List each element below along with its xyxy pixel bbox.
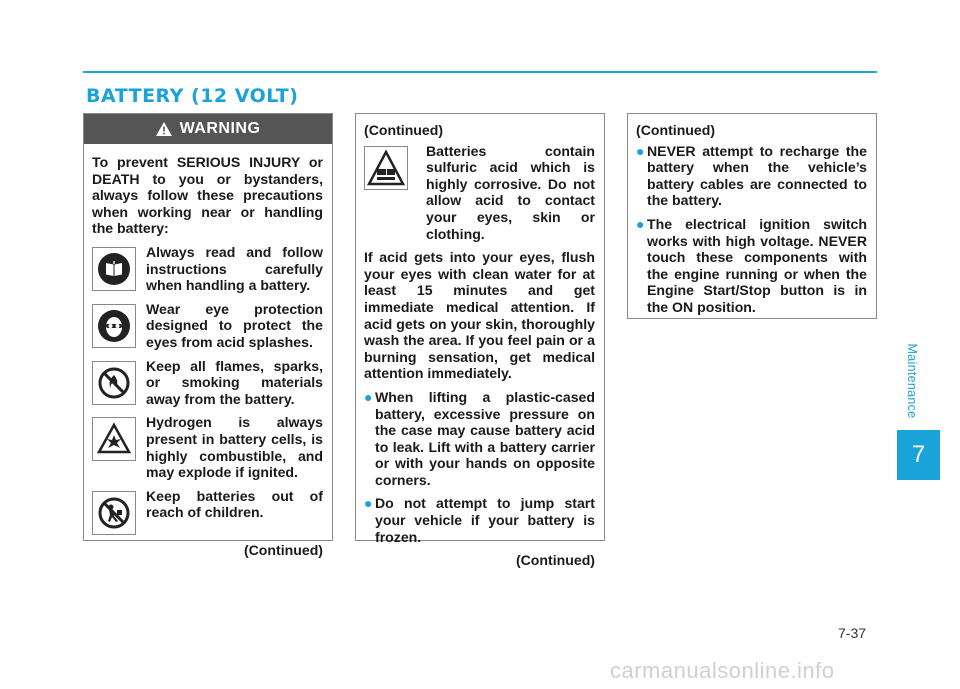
list-item: [92, 301, 323, 351]
continued-panel-3: [627, 113, 877, 319]
warning-panel: [83, 113, 333, 558]
list-item: ● The electrical ignition switch works with high voltage. NEVER touch these components with the engine running or when the Engine Start/Stop button is in the ON position.: [636, 215, 867, 315]
list-item: [364, 143, 595, 243]
warning-triangle-icon: [156, 122, 172, 136]
precaution-text: Wear eye protection designed to protect the eyes from acid splashes.: [146, 300, 323, 350]
keep-children-away-icon: [92, 491, 136, 535]
list-item: [92, 358, 323, 408]
bullet-list: [636, 143, 867, 316]
list-item: [92, 414, 323, 480]
list-item: ● NEVER attempt to recharge the battery when the vehicle’s battery cables are connected to the battery.: [636, 142, 867, 209]
chapter-tab[interactable]: 7: [897, 430, 940, 480]
precaution-text: Always read and follow instructions carefully when handling a battery.: [146, 243, 323, 294]
precaution-text: Hydrogen is always present in battery cells, is highly combustible, and may explode if ignited.: [146, 414, 323, 481]
precaution-text: Keep all flames, sparks, or smoking materials away from the battery.: [146, 357, 323, 407]
acid-first-aid-paragraph: If acid gets into your eyes, flush your eyes with clean water for at least 15 minutes and get immediate medical attention. If acid gets on your skin, thoroughly wash the area. If you feel pain or a burning sensation, get medical attention immediately.: [364, 249, 595, 382]
page-number: 7-37: [838, 625, 867, 641]
continued-label: (Continued): [364, 122, 444, 138]
continued-label: (Continued): [636, 122, 716, 138]
eye-protection-icon: [92, 304, 136, 348]
bullet-icon: ●: [636, 215, 645, 232]
precaution-text: Keep batteries out of reach of children.: [146, 487, 323, 521]
chapter-side-label: Maintenance: [905, 343, 919, 419]
no-flame-icon: [92, 361, 136, 405]
warning-header: [84, 114, 332, 144]
section-title: BATTERY (12 VOLT): [86, 85, 299, 107]
continued-label: (Continued): [243, 541, 323, 558]
continued-label: (Continued): [515, 552, 595, 569]
list-item: [92, 244, 323, 294]
watermark: carmanualsonline.info: [610, 658, 835, 683]
bullet-icon: ●: [364, 495, 373, 512]
list-item: ● Do not attempt to jump start your vehicle if your battery is frozen.: [364, 495, 595, 545]
manual-book-icon: [92, 247, 136, 291]
list-item: [92, 488, 323, 535]
warning-header-label: WARNING: [179, 120, 261, 137]
bullet-list: [364, 389, 595, 545]
acid-warning-icon: [364, 146, 408, 190]
bullet-icon: ●: [636, 142, 645, 159]
warning-intro: To prevent SERIOUS INJURY or DEATH to you or bystanders, always follow these precautions when working near or handling the battery:: [92, 154, 323, 237]
continued-panel-2: [355, 113, 605, 569]
bullet-icon: ●: [364, 388, 373, 405]
explosion-warning-icon: [92, 417, 136, 461]
acid-warning-text: Batteries contain sulfuric acid which is highly corrosive. Do not allow acid to contact your eyes, skin or clothing.: [426, 142, 595, 242]
top-rule: [83, 71, 877, 73]
list-item: ● When lifting a plastic-cased battery, excessive pressure on the case may cause battery acid to leak. Lift with a battery carrier or with your hands on opposite corners.: [364, 388, 595, 488]
